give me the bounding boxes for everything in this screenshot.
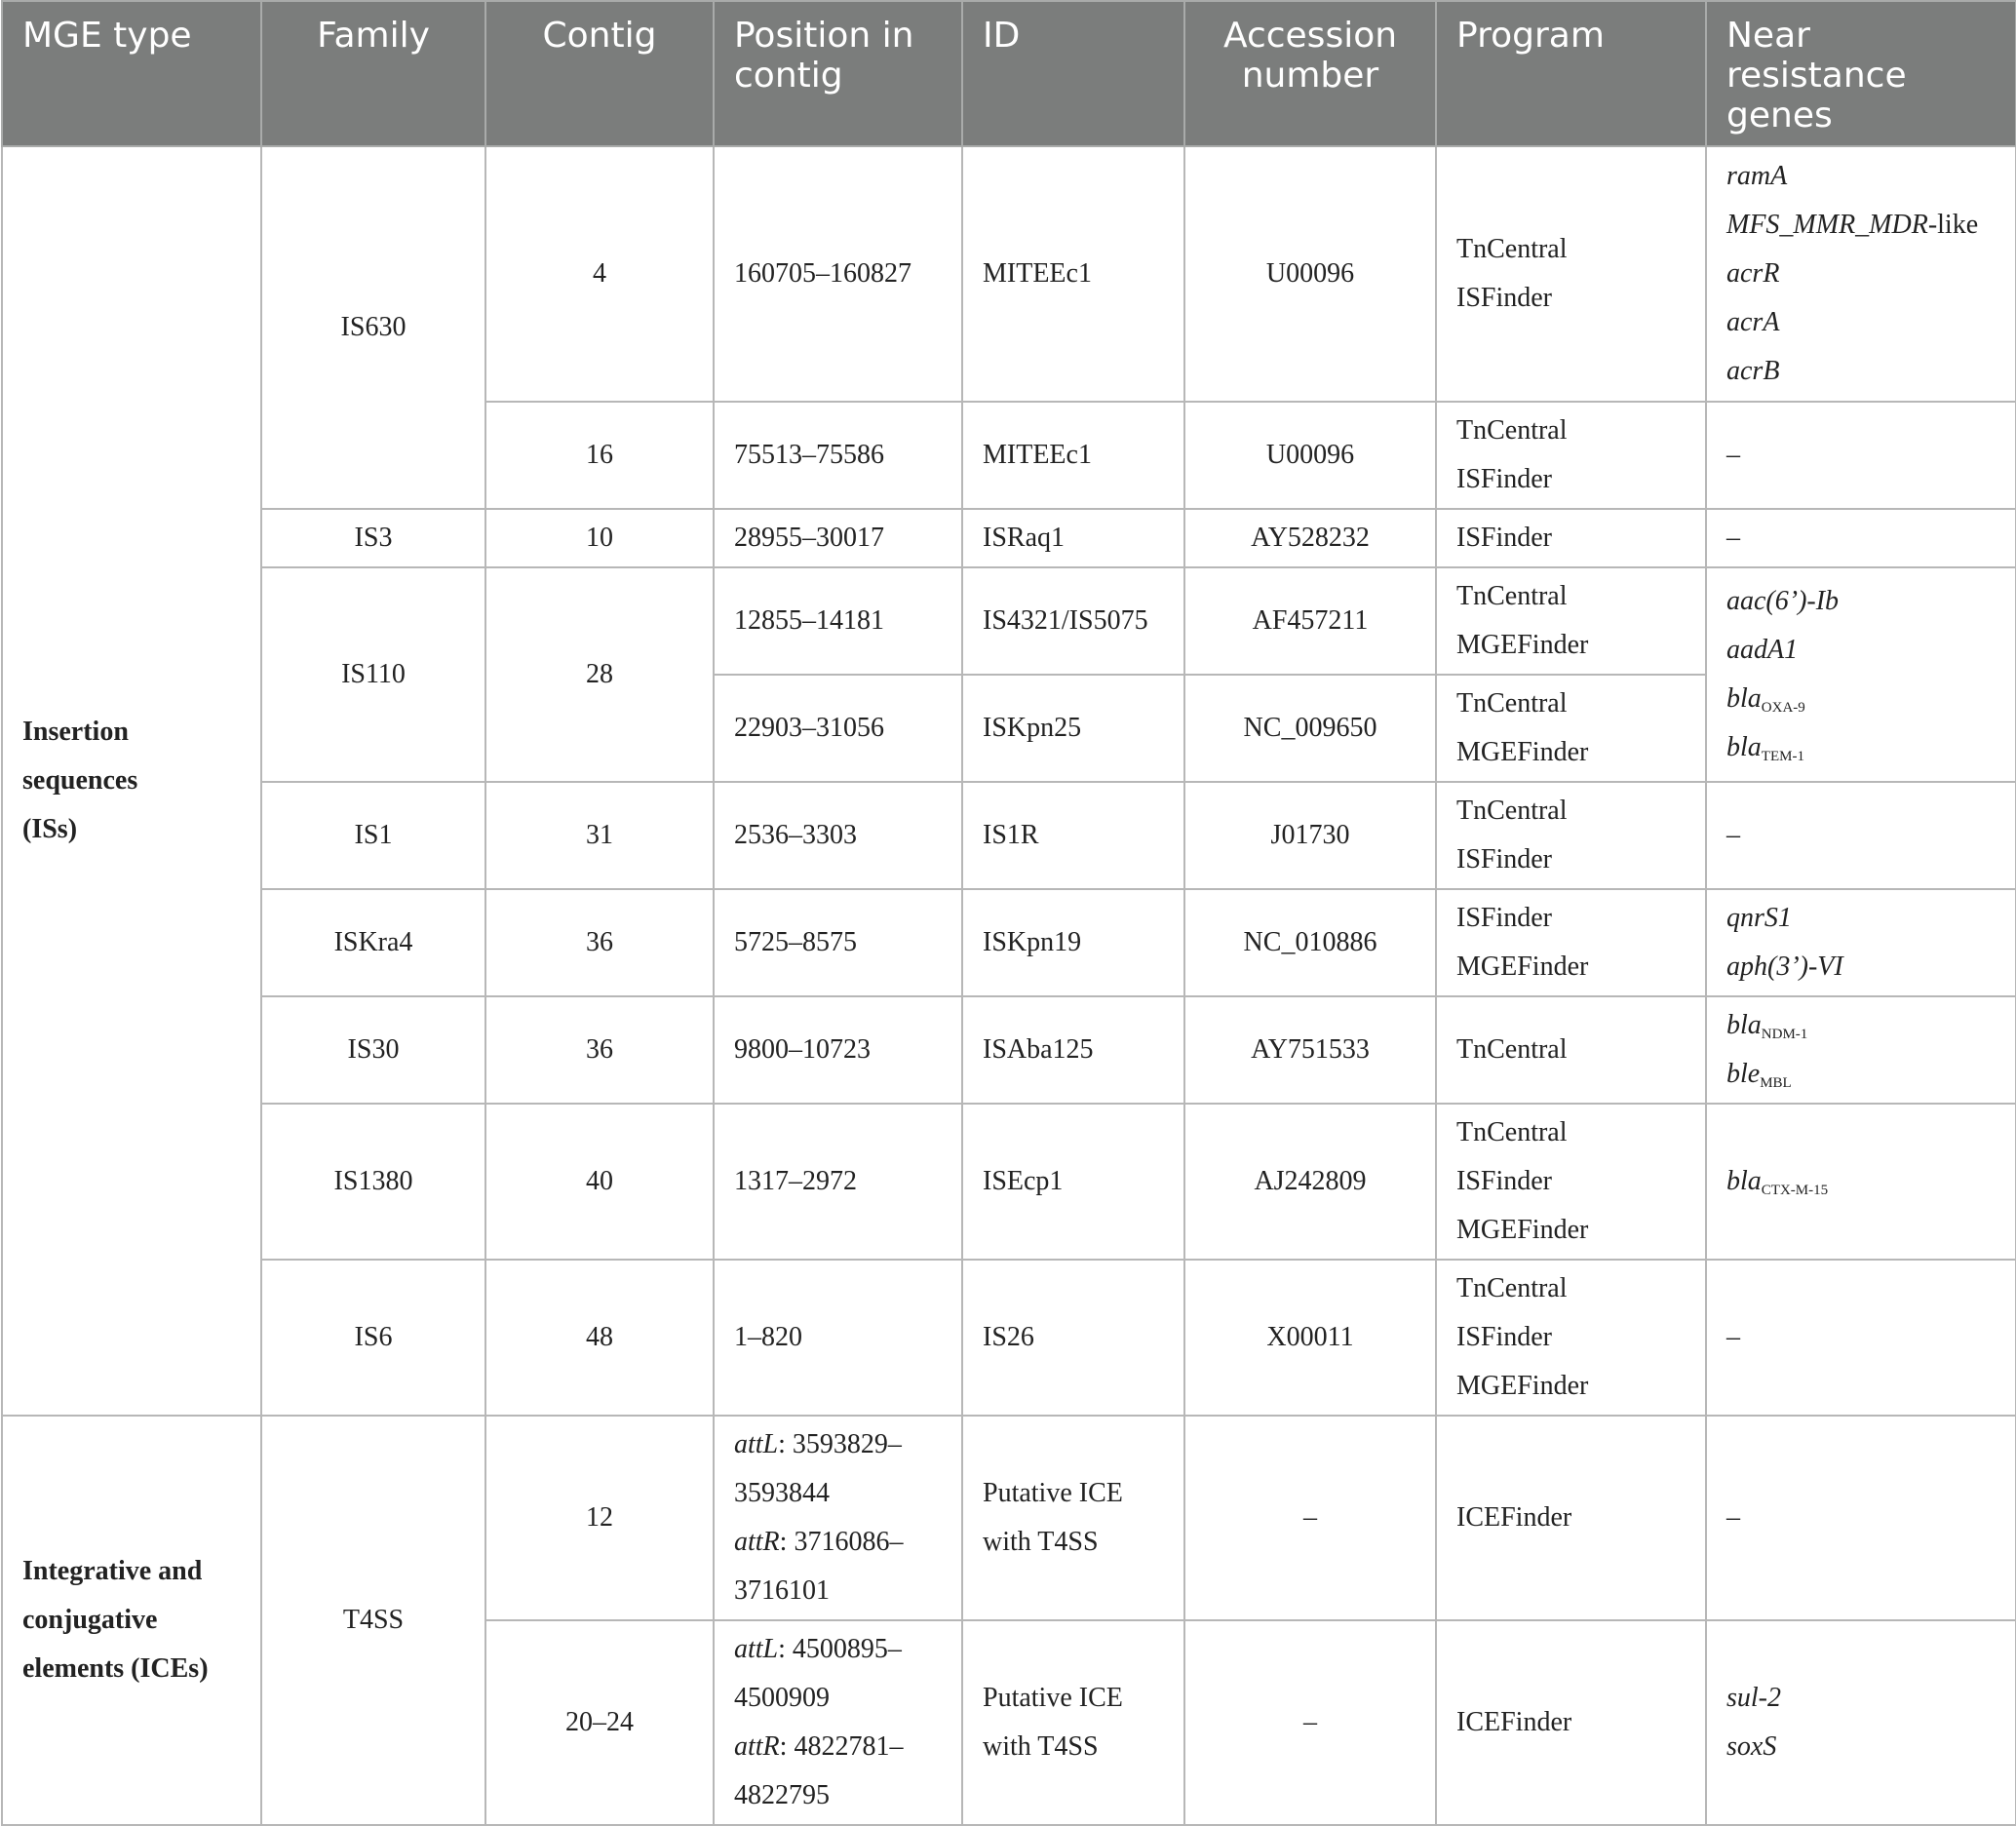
program-cell: TnCentral ISFinder [1436, 146, 1706, 402]
header-program: Program [1436, 1, 1706, 146]
family-cell: IS630 [261, 146, 485, 509]
id-cell: Putative ICE with T4SS [962, 1620, 1184, 1825]
family-cell: IS110 [261, 567, 485, 782]
header-row [2, 1, 2016, 146]
contig-cell: 36 [485, 996, 714, 1104]
genes-cell: aac(6’)-Ib aadA1 bla$_{OXA-9}$ bla$_{TEM-1}$ [1706, 567, 2016, 782]
contig-cell: 12 [485, 1416, 714, 1620]
genes-cell: – [1706, 402, 2016, 509]
program-cell: TnCentral ISFinder [1436, 402, 1706, 509]
family-cell: ISKra4 [261, 889, 485, 996]
contig-cell: 40 [485, 1104, 714, 1260]
header-id: ID [962, 1, 1184, 146]
contig-cell: 31 [485, 782, 714, 889]
id-cell: ISRaq1 [962, 509, 1184, 567]
position-cell: 22903–31056 [714, 675, 962, 782]
accession-cell: AY528232 [1184, 509, 1436, 567]
program-cell: ISFinder MGEFinder [1436, 889, 1706, 996]
id-cell: ISKpn25 [962, 675, 1184, 782]
genes-cell: sul-2 soxS [1706, 1620, 2016, 1825]
mge-type-ice: Integrative and conjugative elements (ICEs) [2, 1416, 261, 1825]
program-cell: TnCentral MGEFinder [1436, 567, 1706, 675]
mge-type-is: Insertion sequences (ISs) [2, 146, 261, 1416]
position-cell: 160705–160827 [714, 146, 962, 402]
table-row [2, 782, 2016, 889]
id-cell: ISEcp1 [962, 1104, 1184, 1260]
header-mge-type: MGE type [2, 1, 261, 146]
position-cell: 1–820 [714, 1260, 962, 1416]
program-cell: ICEFinder [1436, 1416, 1706, 1620]
id-cell: MITEEc1 [962, 146, 1184, 402]
family-cell: IS1 [261, 782, 485, 889]
genes-cell: – [1706, 1260, 2016, 1416]
position-cell: 75513–75586 [714, 402, 962, 509]
genes-cell: bla$_{CTX-M-15}$ [1706, 1104, 2016, 1260]
accession-cell: AY751533 [1184, 996, 1436, 1104]
genes-cell: – [1706, 1416, 2016, 1620]
accession-cell: – [1184, 1620, 1436, 1825]
program-cell: TnCentral [1436, 996, 1706, 1104]
accession-cell: AF457211 [1184, 567, 1436, 675]
header-position: Position in contig [714, 1, 962, 146]
family-cell: IS3 [261, 509, 485, 567]
program-cell: TnCentral ISFinder [1436, 782, 1706, 889]
position-cell: 1317–2972 [714, 1104, 962, 1260]
position-cell: attL: 4500895– 4500909 attR: 4822781– 4822795 [714, 1620, 962, 1825]
accession-cell: U00096 [1184, 146, 1436, 402]
accession-cell: NC_009650 [1184, 675, 1436, 782]
table-row [2, 509, 2016, 567]
contig-cell: 4 [485, 146, 714, 402]
genes-cell: – [1706, 782, 2016, 889]
family-cell: IS30 [261, 996, 485, 1104]
contig-cell: 48 [485, 1260, 714, 1416]
program-cell: TnCentral MGEFinder [1436, 675, 1706, 782]
id-cell: IS1R [962, 782, 1184, 889]
table-row [2, 1104, 2016, 1260]
position-cell: attL: 3593829– 3593844 attR: 3716086– 3716101 [714, 1416, 962, 1620]
header-family: Family [261, 1, 485, 146]
genes-cell: ramA MFS_MMR_MDR-like acrR acrA acrB [1706, 146, 2016, 402]
position-cell: 28955–30017 [714, 509, 962, 567]
contig-cell: 10 [485, 509, 714, 567]
table-row [2, 1416, 2016, 1620]
contig-cell: 36 [485, 889, 714, 996]
family-cell: IS1380 [261, 1104, 485, 1260]
id-cell: MITEEc1 [962, 402, 1184, 509]
header-accession: Accession number [1184, 1, 1436, 146]
contig-cell: 28 [485, 567, 714, 782]
id-cell: IS4321/IS5075 [962, 567, 1184, 675]
mge-table [1, 0, 2016, 1826]
table-row [2, 889, 2016, 996]
accession-cell: NC_010886 [1184, 889, 1436, 996]
program-cell: ISFinder [1436, 509, 1706, 567]
genes-cell: qnrS1 aph(3’)-VI [1706, 889, 2016, 996]
header-contig: Contig [485, 1, 714, 146]
id-cell: IS26 [962, 1260, 1184, 1416]
program-cell: ICEFinder [1436, 1620, 1706, 1825]
genes-cell: bla$_{NDM-1}$ ble$_{MBL}$ [1706, 996, 2016, 1104]
accession-cell: X00011 [1184, 1260, 1436, 1416]
accession-cell: J01730 [1184, 782, 1436, 889]
id-cell: Putative ICE with T4SS [962, 1416, 1184, 1620]
genes-cell: – [1706, 509, 2016, 567]
contig-cell: 16 [485, 402, 714, 509]
position-cell: 5725–8575 [714, 889, 962, 996]
table-row [2, 567, 2016, 675]
table-row [2, 146, 2016, 402]
accession-cell: – [1184, 1416, 1436, 1620]
header-near-genes: Near resistance genes [1706, 1, 2016, 146]
program-cell: TnCentral ISFinder MGEFinder [1436, 1260, 1706, 1416]
position-cell: 12855–14181 [714, 567, 962, 675]
contig-cell: 20–24 [485, 1620, 714, 1825]
id-cell: ISKpn19 [962, 889, 1184, 996]
accession-cell: AJ242809 [1184, 1104, 1436, 1260]
accession-cell: U00096 [1184, 402, 1436, 509]
position-cell: 2536–3303 [714, 782, 962, 889]
table-row [2, 996, 2016, 1104]
position-cell: 9800–10723 [714, 996, 962, 1104]
table-row [2, 1260, 2016, 1416]
program-cell: TnCentral ISFinder MGEFinder [1436, 1104, 1706, 1260]
id-cell: ISAba125 [962, 996, 1184, 1104]
family-cell: T4SS [261, 1416, 485, 1825]
family-cell: IS6 [261, 1260, 485, 1416]
